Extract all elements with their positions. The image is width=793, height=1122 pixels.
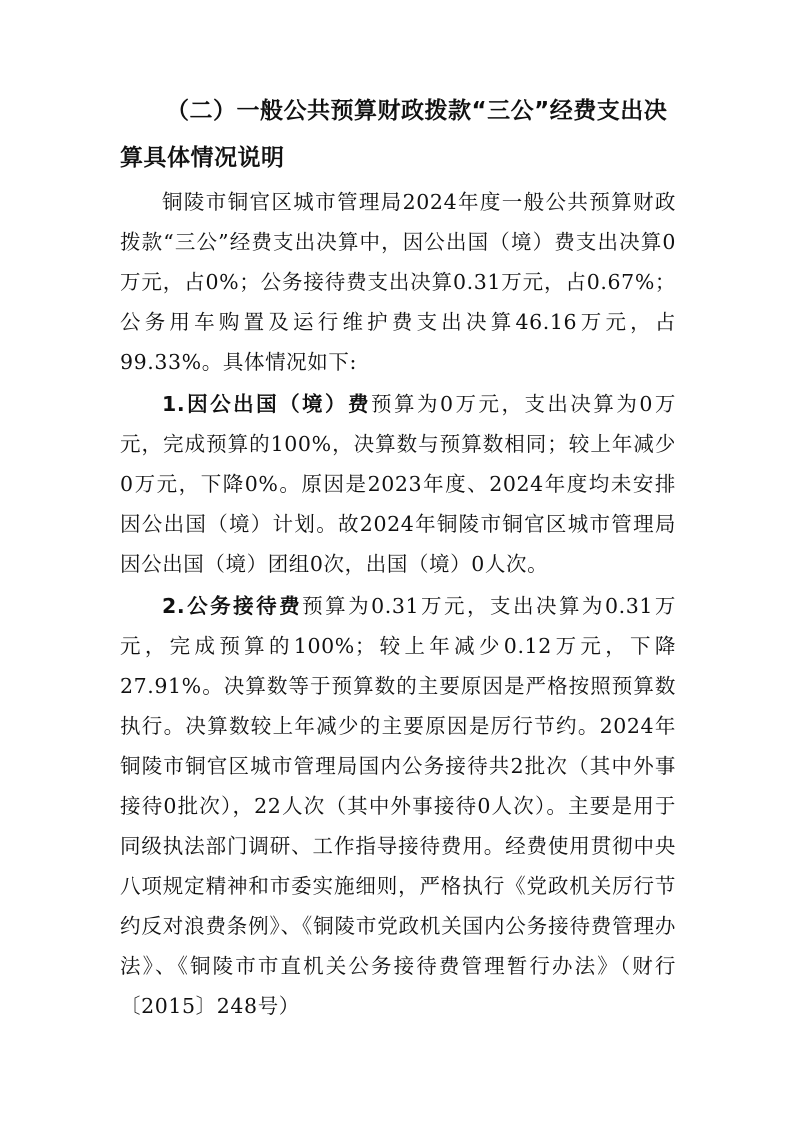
item-2-lead: 2.公务接待费	[162, 594, 303, 618]
item-2-text: 预算为0.31万元，支出决算为0.31万元，完成预算的100%；较上年减少0.12万元，下降27.91%。决算数等于预算数的主要原因是严格按照预算数执行。决算数较上年减少的主要原因是厉行节约。2024年铜陵市铜官区城市管理局国内公务接待共2批次（其中外事接待0批次），22人次（其中外事接待0人次）。主要是用于同级执法部门调研、工作指导接待费用。经费使用贯彻中央八项规定精神和市委实施细则，严格执行《党政机关厉行节约反对浪费条例》、《铜陵市党政机关国内公务接待费管理办法》、《铜陵市市直机关公务接待费管理暂行办法》（财行〔2015〕248号）	[120, 594, 676, 1018]
intro-paragraph: 铜陵市铜官区城市管理局2024年度一般公共预算财政拨款“三公”经费支出决算中，因公出国（境）费支出决算0万元，占0%；公务接待费支出决算0.31万元，占0.67%；公务用车购置及运行维护费支出决算46.16万元，占99.33%。具体情况如下:	[120, 190, 676, 374]
item-1-paragraph	[120, 384, 676, 584]
item-1-lead: 1.因公出国（境）费	[162, 392, 372, 416]
document-body	[120, 88, 676, 1026]
section-heading: （二）一般公共预算财政拨款“三公”经费支出决算具体情况说明	[120, 98, 668, 171]
item-1-text: 预算为0万元，支出决算为0万元，完成预算的100%，决算数与预算数相同；较上年减少0万元，下降0%。原因是2023年度、2024年度均未安排因公出国（境）计划。故2024年铜陵市铜官区城市管理局因公出国（境）团组0次，出国（境）0人次。	[120, 392, 676, 576]
item-2-paragraph	[120, 586, 676, 1026]
